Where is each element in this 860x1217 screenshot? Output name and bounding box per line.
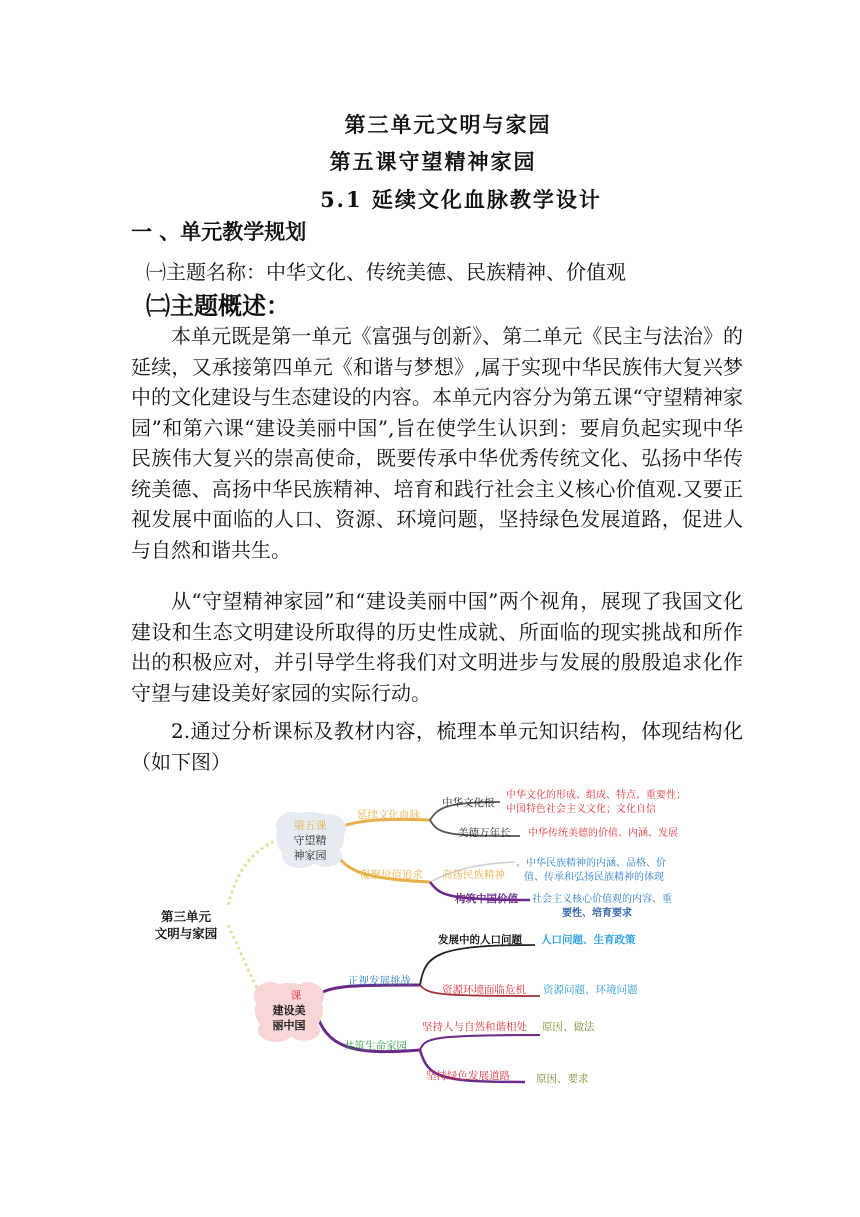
root-line-1: 第三单元 (160, 909, 212, 924)
paragraph-1: 本单元既是第一单元《富强与创新》、第二单元《民主与法治》的延续，又承接第四单元《和谐与梦想》,属于实现中华民族伟大复兴梦中的文化建设与生态建设的内容。本单元内容分为第五课“守望精神家园”和第六课“建设美丽中国”,旨在使学生认识到：要肩负起实现中华民族伟大复兴的崇高使命，既要传承中华优秀传统文化、弘扬中华传统美德、高扬中华民族精神、培育和践行社会主义核心价值观.又要正视发展中面临的人口、资源、环境问题，坚持绿色发展道路，促进人与自然和谐共生。 (131, 324, 743, 562)
lesson6-line-1: 课 (290, 989, 302, 1002)
leaf-root-detail-1: 中华文化的形成、组成、特点、重要性； (506, 790, 686, 801)
lesson5-line-2: 守望精 (293, 834, 327, 847)
design-title: 5.1 延续文化血脉教学设计 (320, 187, 602, 212)
branch-face-pop (420, 945, 535, 985)
branch-label-culture: 延续文化血脉 (357, 809, 420, 821)
leaf-res-detail: 资源问题、环境问题 (543, 984, 638, 996)
leaf-spirit-detail-1: 、中华民族精神的内涵、品格、价 (516, 858, 666, 869)
leaf-res: 资源环境面临危机 (442, 984, 526, 996)
unit-title: 第三单元文明与家园 (344, 112, 552, 137)
overview-heading: ㈡主题概述： (146, 291, 290, 320)
lesson-title: 第五课守望精神家园 (329, 149, 537, 174)
lesson6-line-3: 丽中国 (272, 1019, 306, 1032)
section-heading: 一 、单元教学规划 (131, 219, 307, 244)
leaf-root-detail-2: 中国特色社会主义文化；文化自信 (506, 804, 656, 815)
leaf-green: 坚持绿色发展道路 (426, 1070, 510, 1082)
leaf-harmony: 坚持人与自然和谐相处 (422, 1021, 527, 1033)
leaf-virtue-detail: 中华传统美德的价值、内涵、发展 (528, 828, 678, 839)
leaf-root: 中华文化根 (442, 797, 495, 809)
lesson6-line-2: 建设美 (272, 1004, 306, 1017)
leaf-core-detail-1: 社会主义核心价值观的内容、重 (532, 894, 672, 905)
leaf-core: 构筑中国价值 (455, 893, 518, 905)
leaf-pop: 发展中的人口问题 (438, 934, 522, 946)
branch-home-harmony (420, 1035, 540, 1050)
paragraph-2: 从“守望精神家园”和“建设美丽中国”两个视角，展现了我国文化建设和生态文明建设所取得的历史性成就、所面临的现实挑战和所作出的积极应对，并引导学生将我们对文明进步与发展的殷殷追求化作守望与建设美好家园的实际行动。 (131, 589, 743, 705)
leaf-pop-detail: 人口问题、生育政策 (541, 934, 636, 946)
branch-label-value: 凝聚价值追求 (360, 869, 423, 881)
leaf-harmony-detail: 原因、做法 (542, 1021, 595, 1033)
root-line-2: 文明与家园 (154, 926, 218, 941)
branch-label-home: 共筑生命家园 (344, 1040, 407, 1052)
leaf-virtue: 美德万年长 (458, 827, 511, 839)
branch-label-spirit: 高扬民族精神 (442, 869, 505, 881)
branch-label-face: 正视发展挑战 (348, 975, 411, 987)
leaf-spirit-detail-2: 值、传承和弘扬民族精神的体现 (524, 872, 664, 883)
leaf-green-detail: 原因、要求 (536, 1073, 589, 1085)
lesson5-line-1: 第五课 (293, 819, 327, 832)
leaf-core-detail-2: 要性、培育要求 (562, 908, 632, 919)
theme-name: ㈠主题名称：中华文化、传统美德、民族精神、价值观 (146, 260, 626, 284)
lesson5-line-3: 神家园 (293, 849, 327, 862)
paragraph-3: 2.通过分析课标及教材内容，梳理本单元知识结构，体现结构化（如下图） (131, 719, 743, 774)
